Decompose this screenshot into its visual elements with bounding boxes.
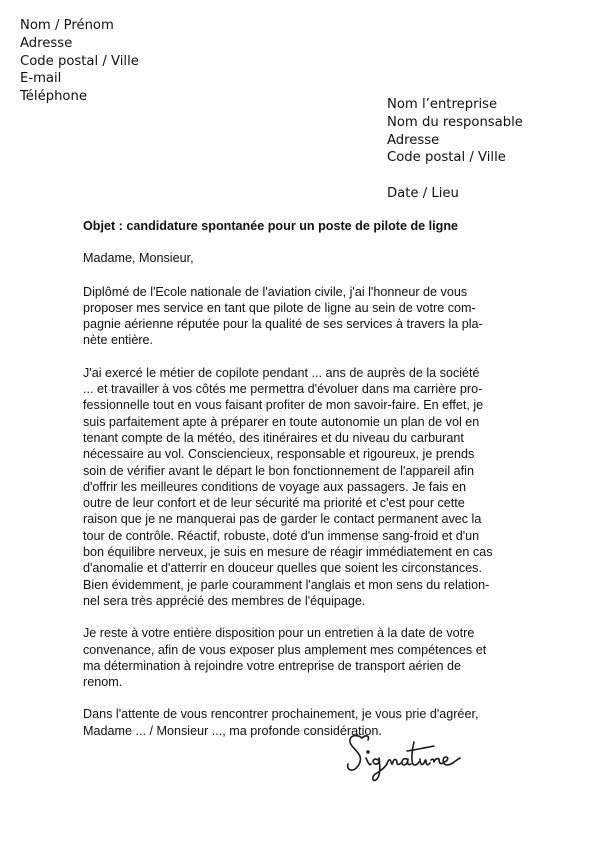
paragraph-line: convenance, afin de vous exposer plus amplement mes compétences et bbox=[83, 642, 487, 657]
letter-subject: Objet : candidature spontanée pour un poste de pilote de ligne bbox=[83, 219, 459, 233]
sender-postal-city: Code postal / Ville bbox=[20, 53, 139, 69]
paragraph-line: tenant compte de la météo, des itinéraires et du niveau du carburant bbox=[83, 430, 464, 445]
recipient-block bbox=[387, 96, 523, 167]
paragraph-experience bbox=[83, 365, 513, 609]
paragraph-availability bbox=[83, 625, 513, 690]
paragraph-line: nète entière. bbox=[83, 333, 154, 348]
paragraph-line: ... et travailler à vos côtés me permettra d'évoluer dans ma carrière pro- bbox=[83, 382, 483, 397]
paragraph-line: outre de leur confort et de leur sécurité ma priorité et c'est pour cette bbox=[83, 496, 465, 511]
paragraph-line: J'ai exercé le métier de copilote pendant ... ans de auprès de la société bbox=[83, 365, 480, 380]
paragraph-line: d'anomalie et d'atterrir en douceur quelles que soient les circonstances. bbox=[83, 561, 482, 576]
paragraph-line: Diplômé de l'Ecole nationale de l'aviation civile, j'ai l'honneur de vous bbox=[83, 284, 468, 299]
sender-email: E-mail bbox=[20, 71, 62, 87]
sender-name: Nom / Prénom bbox=[20, 18, 114, 33]
paragraph-line: pagnie aérienne réputée pour la qualité de ses services à travers la pla- bbox=[83, 317, 483, 332]
letter-salutation: Madame, Monsieur, bbox=[83, 251, 194, 266]
paragraph-line: raison que je ne manquerai pas de garder le contact permanent avec la bbox=[83, 512, 482, 527]
paragraph-line: proposer mes service en tant que pilote de ligne au sein de votre com- bbox=[83, 300, 476, 315]
paragraph-line: suis parfaitement apte à préparer en toute autonomie un plan de vol en bbox=[83, 414, 480, 429]
date-place: Date / Lieu bbox=[387, 186, 459, 201]
paragraph-line: bon équilibre nerveux, je suis en mesure de réagir immédiatement en cas bbox=[83, 545, 493, 560]
paragraph-line: Je reste à votre entière disposition pour un entretien à la date de votre bbox=[83, 626, 475, 641]
paragraph-line: fessionnelle tout en vous faisant profiter de mon savoir-faire. En effet, je bbox=[83, 398, 484, 413]
paragraph-line: Bien évidemment, je parle couramment l'anglais et mon sens du relation- bbox=[83, 577, 490, 592]
paragraph-line: nel sera très apprécié des membres de l'équipage. bbox=[83, 593, 366, 608]
signature-strokes bbox=[348, 736, 460, 781]
recipient-company: Nom l’entreprise bbox=[387, 97, 498, 112]
paragraph-line: tour de contrôle. Réactif, robuste, doté d'un immense sang-froid et d'un bbox=[83, 528, 480, 543]
sender-block bbox=[20, 17, 139, 106]
paragraph-line: ma détermination à rejoindre votre entreprise de transport aérien de bbox=[83, 658, 462, 673]
paragraph-line: d'offrir les meilleures conditions de voyage aux passagers. Je fais en bbox=[83, 479, 466, 494]
paragraph-line: Dans l'attente de vous rencontrer prochainement, je vous prie d'agréer, bbox=[83, 707, 479, 722]
recipient-manager: Nom du responsable bbox=[387, 114, 523, 130]
paragraph-line: nécessaire au vol. Consciencieux, responsable et rigoureux, je prends bbox=[83, 447, 475, 462]
sender-address: Adresse bbox=[20, 35, 73, 51]
paragraph-line: Madame ... / Monsieur ..., ma profonde considération. bbox=[83, 723, 382, 738]
recipient-postal-city: Code postal / Ville bbox=[387, 150, 506, 166]
paragraph-line: soin de vérifier avant le départ le bon fonctionnement de l'appareil afin bbox=[83, 463, 474, 478]
signature-image bbox=[344, 724, 494, 784]
paragraph-line: renom. bbox=[83, 675, 123, 690]
recipient-address: Adresse bbox=[387, 132, 440, 148]
paragraph-intro bbox=[83, 284, 513, 349]
letter-body bbox=[83, 218, 513, 755]
sender-phone: Téléphone bbox=[20, 89, 87, 105]
